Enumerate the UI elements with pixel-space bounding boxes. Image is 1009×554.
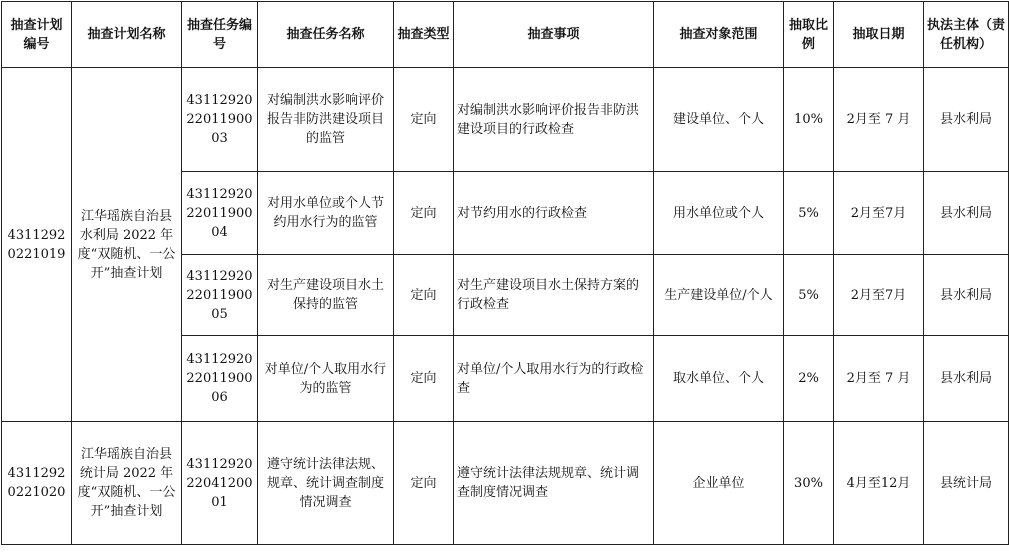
date-cell: 2月至 7 月	[834, 336, 924, 422]
task-id-cell: 431129202201190003	[182, 68, 258, 172]
agency-cell: 县统计局	[924, 422, 1009, 545]
ratio-cell: 30%	[784, 422, 834, 545]
plan-id-cell: 43112920221020	[2, 422, 72, 545]
item-cell: 对节约用水的行政检查	[454, 172, 654, 255]
item-cell: 对编制洪水影响评价报告非防洪建设项目的行政检查	[454, 68, 654, 172]
header-date: 抽取日期	[834, 2, 924, 68]
header-agency: 执法主体（责任机构）	[924, 2, 1009, 68]
ratio-cell: 10%	[784, 68, 834, 172]
table-row	[2, 68, 1009, 172]
inspection-plan-table	[1, 1, 1009, 545]
date-cell: 2月至 7 月	[834, 68, 924, 172]
plan-name-cell: 江华瑶族自治县统计局 2022 年度“双随机、一公开”抽查计划	[72, 422, 182, 545]
header-type: 抽查类型	[394, 2, 454, 68]
plan-id-cell: 43112920221019	[2, 68, 72, 422]
header-task-name: 抽查任务名称	[258, 2, 394, 68]
scope-cell: 生产建设单位/个人	[654, 255, 784, 336]
header-row	[2, 2, 1009, 68]
date-cell: 2月至7月	[834, 255, 924, 336]
header-plan-id: 抽查计划编号	[2, 2, 72, 68]
scope-cell: 建设单位、个人	[654, 68, 784, 172]
ratio-cell: 5%	[784, 172, 834, 255]
header-plan-name: 抽查计划名称	[72, 2, 182, 68]
scope-cell: 取水单位、个人	[654, 336, 784, 422]
type-cell: 定向	[394, 255, 454, 336]
agency-cell: 县水利局	[924, 68, 1009, 172]
task-name-cell: 遵守统计法律法规、规章、统计调查制度情况调查	[258, 422, 394, 545]
ratio-cell: 2%	[784, 336, 834, 422]
task-id-cell: 431129202204120001	[182, 422, 258, 545]
scope-cell: 用水单位或个人	[654, 172, 784, 255]
agency-cell: 县水利局	[924, 172, 1009, 255]
plan-name-cell: 江华瑶族自治县水利局 2022 年度“双随机、一公开”抽查计划	[72, 68, 182, 422]
type-cell: 定向	[394, 172, 454, 255]
task-id-cell: 431129202201190004	[182, 172, 258, 255]
task-name-cell: 对编制洪水影响评价报告非防洪建设项目的监管	[258, 68, 394, 172]
task-name-cell: 对单位/个人取用水行为的监管	[258, 336, 394, 422]
table-row	[2, 422, 1009, 545]
agency-cell: 县水利局	[924, 255, 1009, 336]
type-cell: 定向	[394, 422, 454, 545]
date-cell: 2月至7月	[834, 172, 924, 255]
header-task-id: 抽查任务编号	[182, 2, 258, 68]
header-scope: 抽查对象范围	[654, 2, 784, 68]
item-cell: 遵守统计法律法规规章、统计调查制度情况调查	[454, 422, 654, 545]
agency-cell: 县水利局	[924, 336, 1009, 422]
header-item: 抽查事项	[454, 2, 654, 68]
header-ratio: 抽取比例	[784, 2, 834, 68]
item-cell: 对生产建设项目水土保持方案的行政检查	[454, 255, 654, 336]
task-name-cell: 对生产建设项目水土保持的监管	[258, 255, 394, 336]
date-cell: 4月至12月	[834, 422, 924, 545]
task-name-cell: 对用水单位或个人节约用水行为的监管	[258, 172, 394, 255]
type-cell: 定向	[394, 336, 454, 422]
scope-cell: 企业单位	[654, 422, 784, 545]
ratio-cell: 5%	[784, 255, 834, 336]
item-cell: 对单位/个人取用水行为的行政检查	[454, 336, 654, 422]
type-cell: 定向	[394, 68, 454, 172]
task-id-cell: 431129202201190005	[182, 255, 258, 336]
task-id-cell: 431129202201190006	[182, 336, 258, 422]
